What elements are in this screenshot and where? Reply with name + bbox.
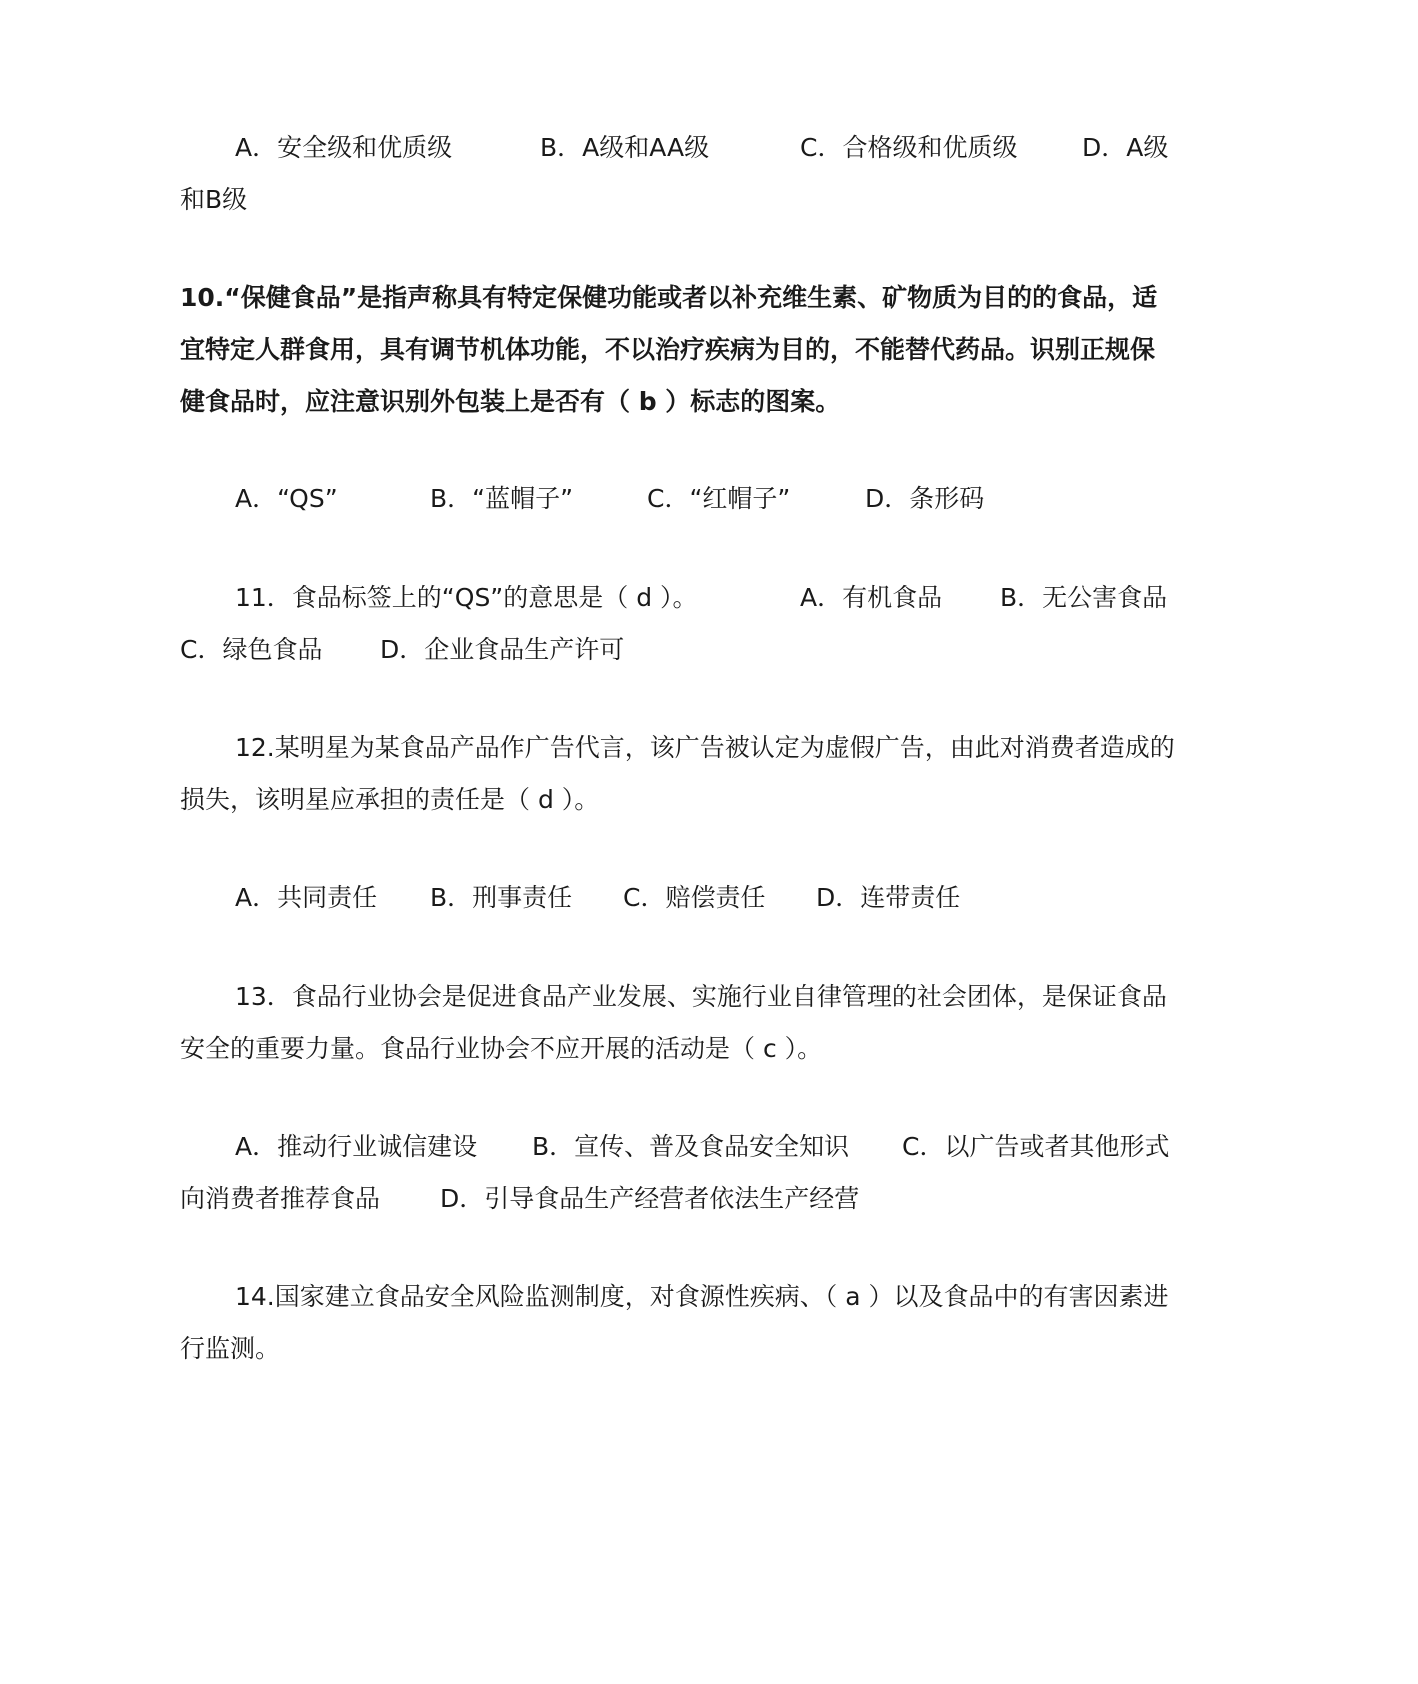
q10-option-b: B．“蓝帽子” [430,484,574,513]
q12-stem-line-1: 12.某明星为某食品产品作广告代言，该广告被认定为虚假广告，由此对消费者造成的 [235,733,1175,762]
q10-option-a: A．“QS” [235,484,338,513]
q13-stem-line-2: 安全的重要力量。食品行业协会不应开展的活动是（ c ）。 [180,1034,823,1063]
q11-option-a: A．有机食品 [800,583,943,612]
q10-stem-line-2: 宜特定人群食用，具有调节机体功能，不以治疗疾病为目的，不能替代药品。识别正规保 [180,335,1156,364]
q10-option-d: D．条形码 [865,484,985,513]
q10-stem-line-3: 健食品时，应注意识别外包装上是否有（ b ）标志的图案。 [180,387,841,416]
q9-option-a: A．安全级和优质级 [235,133,453,162]
q13-option-b: B．宣传、普及食品安全知识 [532,1132,850,1161]
q10-option-c: C．“红帽子” [647,484,791,513]
q13-option-a: A．推动行业诚信建设 [235,1132,478,1161]
q11-option-d: D．企业食品生产许可 [380,635,625,664]
q11-option-c: C．绿色食品 [180,635,323,664]
q13-option-d: D．引导食品生产经营者依法生产经营 [440,1184,860,1213]
q14-stem-line-1: 14.国家建立食品安全风险监测制度，对食源性疾病、（ a ）以及食品中的有害因素进 [235,1282,1169,1311]
q9-option-b: B．A级和AA级 [540,133,710,162]
q12-option-d: D．连带责任 [816,883,961,912]
q12-option-c: C．赔偿责任 [623,883,766,912]
q11-option-b: B．无公害食品 [1000,583,1168,612]
q9-option-d-continuation: 和B级 [180,185,248,214]
q9-option-d: D．A级 [1082,133,1169,162]
q10-stem-line-1: 10.“保健食品”是指声称具有特定保健功能或者以补充维生素、矿物质为目的的食品，适 [180,283,1158,312]
q13-stem-line-1: 13．食品行业协会是促进食品产业发展、实施行业自律管理的社会团体，是保证食品 [235,982,1167,1011]
q9-option-c: C．合格级和优质级 [800,133,1018,162]
q14-stem-line-2: 行监测。 [180,1334,281,1363]
q11-stem: 11．食品标签上的“QS”的意思是（ d ）。 [235,583,698,612]
q12-stem-line-2: 损失，该明星应承担的责任是（ d ）。 [180,785,600,814]
q12-option-b: B．刑事责任 [430,883,573,912]
q13-option-c: C．以广告或者其他形式 [902,1132,1170,1161]
q12-option-a: A．共同责任 [235,883,378,912]
q13-option-c-continuation: 向消费者推荐食品 [180,1184,381,1213]
